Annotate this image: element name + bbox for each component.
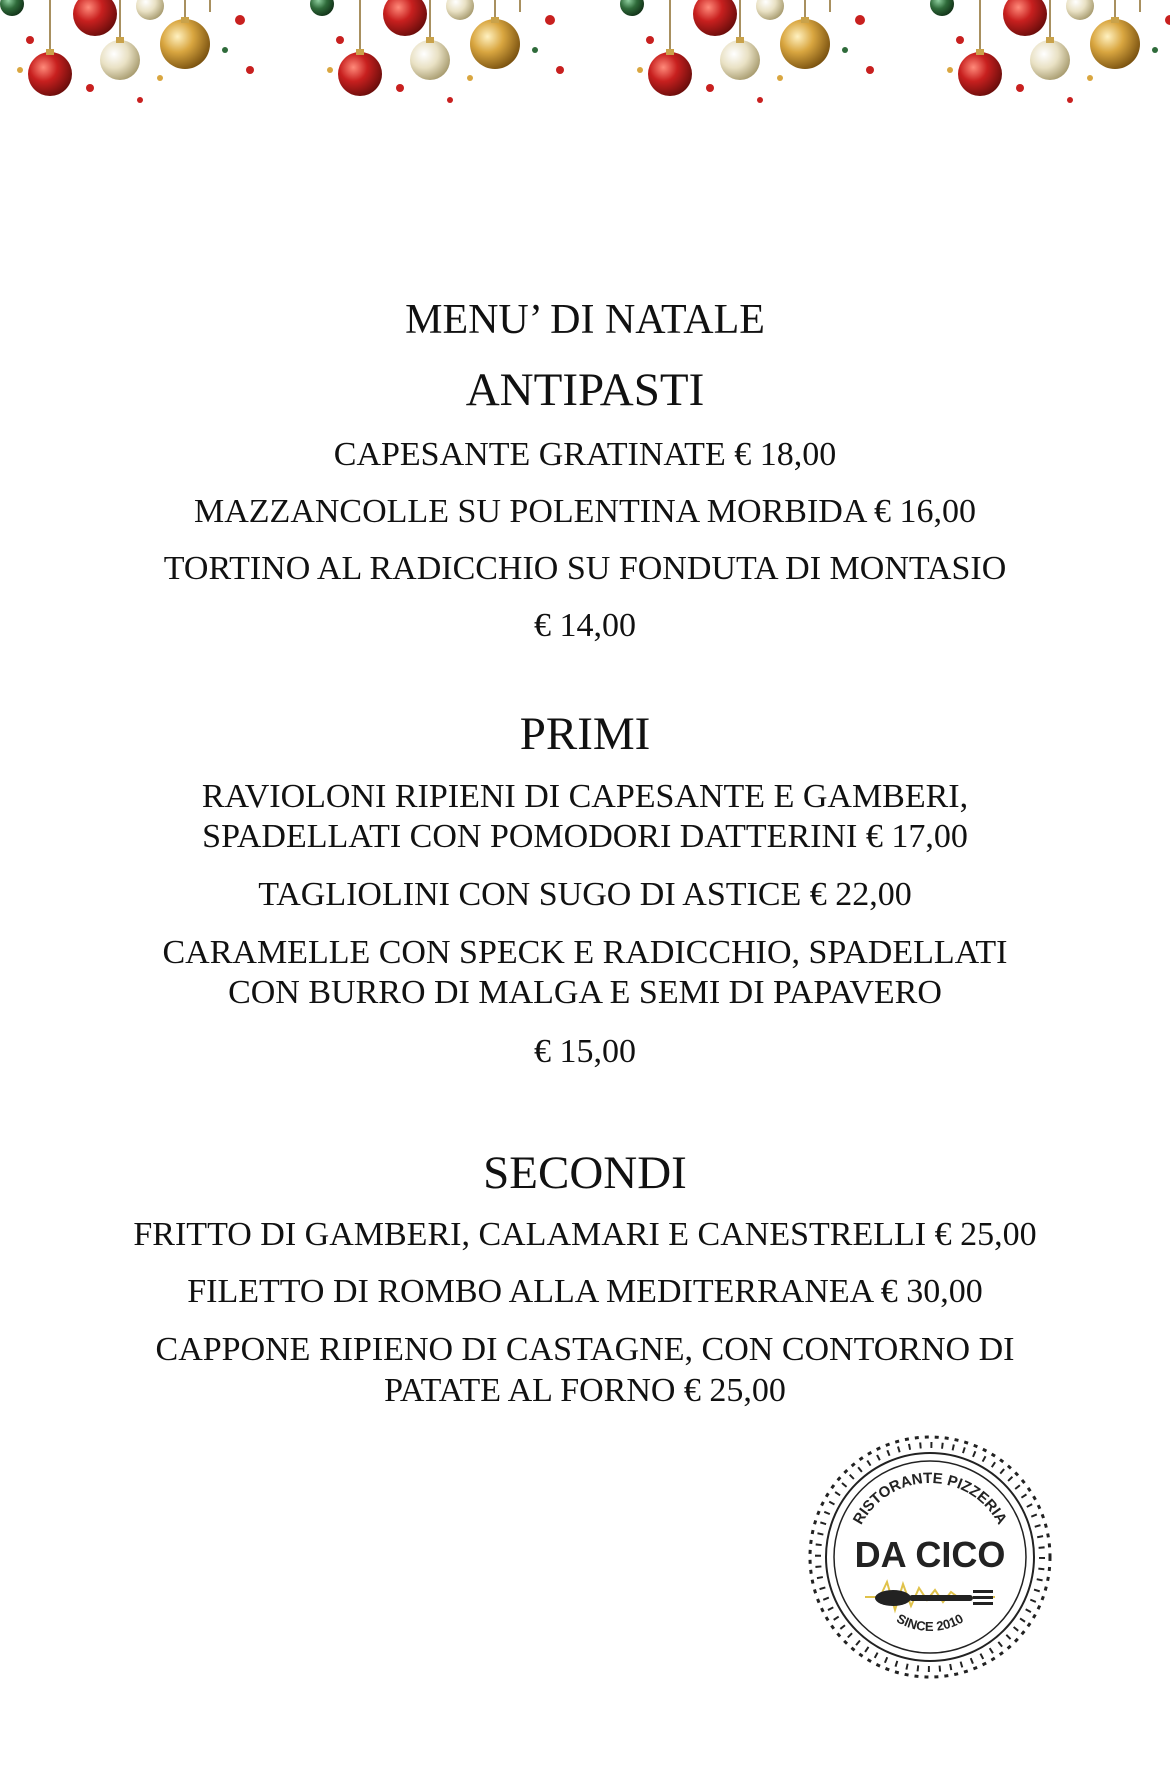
section-heading-primi: PRIMI — [519, 708, 651, 760]
section-heading-secondi: SECONDI — [483, 1147, 687, 1199]
menu-item: TORTINO AL RADICCHIO SU FONDUTA DI MONTASIO — [163, 550, 1007, 587]
christmas-ornaments-banner — [0, 0, 1170, 150]
menu-item: CAPESANTE GRATINATE € 18,00 — [333, 436, 837, 473]
menu-item-price: € 14,00 — [534, 607, 636, 644]
logo-arc-text: RISTORANTE PIZZERIA — [849, 1469, 1011, 1528]
menu-item: RAVIOLONI RIPIENI DI CAPESANTE E GAMBERI, — [201, 778, 969, 815]
logo-since-text: SINCE 2010 — [894, 1610, 966, 1635]
menu-item: CON BURRO DI MALGA E SEMI DI PAPAVERO — [228, 974, 942, 1011]
section-heading-antipasti: ANTIPASTI — [465, 364, 705, 416]
menu-item: MAZZANCOLLE SU POLENTINA MORBIDA € 16,00 — [194, 493, 976, 530]
menu-item-price: € 15,00 — [534, 1033, 636, 1070]
logo-name: DA CICO — [854, 1534, 1006, 1575]
menu-item: TAGLIOLINI CON SUGO DI ASTICE € 22,00 — [258, 876, 912, 913]
menu-item: FILETTO DI ROMBO ALLA MEDITERRANEA € 30,00 — [187, 1273, 983, 1310]
menu-item: PATATE AL FORNO € 25,00 — [384, 1372, 786, 1409]
restaurant-logo — [805, 1432, 1055, 1682]
menu-item: FRITTO DI GAMBERI, CALAMARI E CANESTRELLI € 25,00 — [133, 1216, 1037, 1253]
menu-item: CAPPONE RIPIENO DI CASTAGNE, CON CONTORNO DI — [155, 1331, 1015, 1368]
menu-title: MENU’ DI NATALE — [405, 297, 765, 343]
menu-item: CARAMELLE CON SPECK E RADICCHIO, SPADELLATI — [162, 934, 1008, 971]
menu-item: SPADELLATI CON POMODORI DATTERINI € 17,00 — [202, 818, 968, 855]
